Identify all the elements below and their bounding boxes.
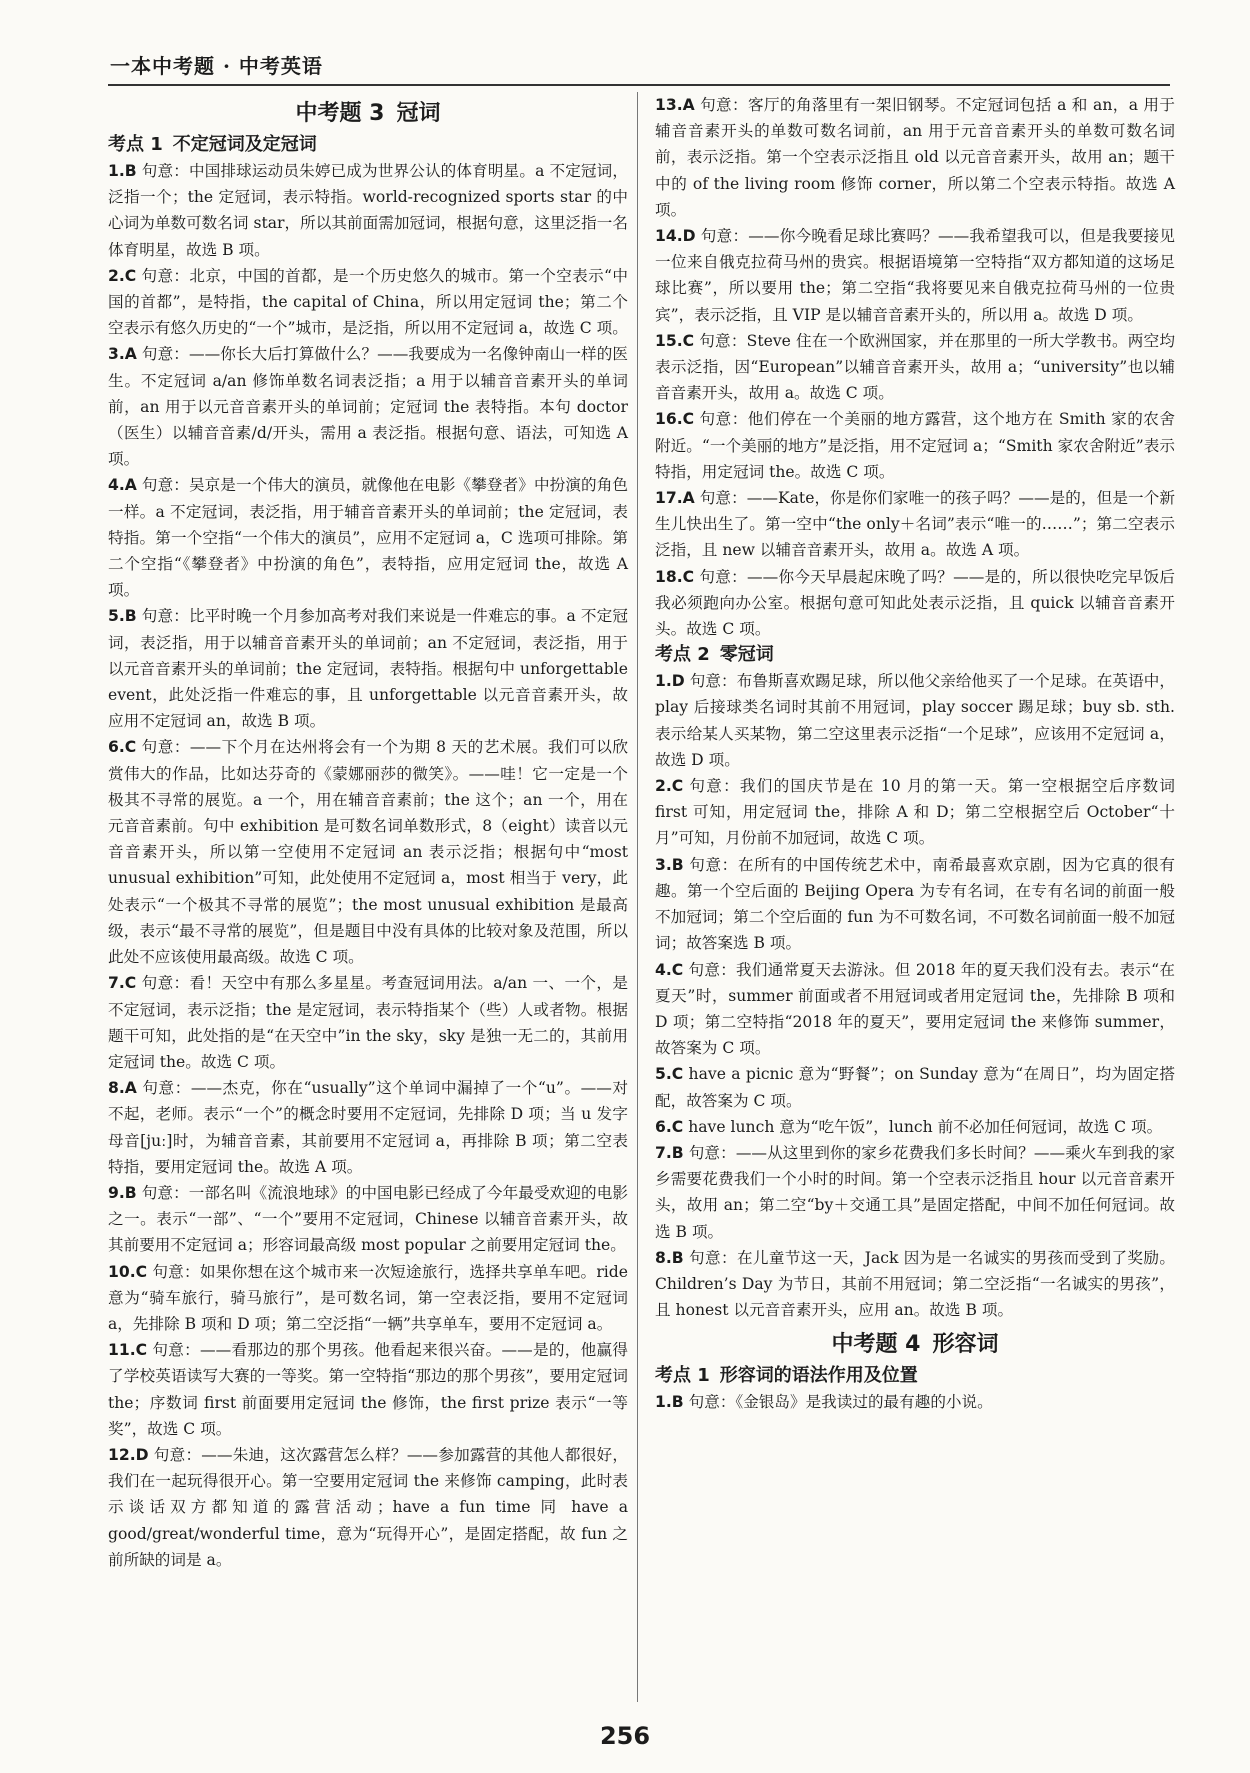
answer-item: 2.C 句意：我们的国庆节是在 10 月的第一天。第一空根据空后序数词 first 可知，用定冠词 the，排除 A 和 D；第二空根据空后 October“十月”可知，月份前不加冠词，故选 C 项。	[655, 777, 1175, 848]
point-name: 形容词的语法作用及位置	[719, 1365, 918, 1387]
point-label: 考点 1	[655, 1365, 710, 1387]
section-number: 中考题 4	[831, 1332, 921, 1358]
answer-item: 13.A 句意：客厅的角落里有一架旧钢琴。不定冠词包括 a 和 an，a 用于辅音音素开头的单数可数名词前，an 用于元音音素开头的单数可数名词前，表示泛指。第一个空表示泛指且 old 以元音音素开头，故用 an；题干中的 of the living room 修饰 corner，所以第二个空表示特指。故选 A 项。	[655, 96, 1175, 219]
answer-item: 8.B 句意：在儿童节这一天，Jack 因为是一名诚实的男孩而受到了奖励。Children’s Day 为节日，其前不用冠词；第二空泛指“一名诚实的男孩”，且 honest 以元音音素开头，应用 an。故选 B 项。	[655, 1248, 1175, 1320]
page-number: 256	[599, 1722, 651, 1750]
answer-item: 15.C 句意：Steve 住在一个欧洲国家，并在那里的一所大学教书。两空均表示泛指，因“European”以辅音音素开头，故用 a；“university”也以辅音音素开头，故用 a。故选 C 项。	[655, 331, 1175, 403]
answer-item: 4.C 句意：我们通常夏天去游泳。但 2018 年的夏天我们没有去。表示“在夏天”时，summer 前面或者不用冠词或者用定冠词 the，先排除 B 项和 D 项；第二空特指“2018 年的夏天”，要用定冠词 the 来修饰 summer，故答案为 C 项。	[655, 960, 1175, 1058]
running-head: 一本中考题 · 中考英语	[110, 54, 323, 78]
answer-item: 3.B 句意：在所有的中国传统艺术中，南希最喜欢京剧，因为它真的很有趣。第一个空后面的 Beijing Opera 为专有名词，在专有名词的前面一般不加冠词；第二个空后面的 fun 为不可数名词，不可数名词前面一般不加冠词；故答案选 B 项。	[655, 855, 1175, 953]
section-title-adjectives	[655, 1329, 1175, 1361]
answer-item: 17.A 句意：——Kate，你是你们家唯一的孩子吗？——是的，但是一个新生儿快出生了。第一空中“the only＋名词”表示“唯一的……”；第二空表示泛指，且 new 以辅音音素开头，故用 a。故选 A 项。	[655, 489, 1175, 560]
answer-item: 7.C 句意：看！天空中有那么多星星。考查冠词用法。a/an 一、一个，是不定冠词，表示泛指；the 是定冠词，表示特指某个（些）人或者物。根据题干可知，此处指的是“在天空中”in the sky，sky 是独一无二的，其前用定冠词 the。故选 C 项。	[108, 974, 628, 1071]
section-name: 形容词	[932, 1332, 999, 1358]
point-title	[108, 132, 628, 158]
answer-item: 6.C 句意：——下个月在达州将会有一个为期 8 天的艺术展。我们可以欣赏伟大的作品，比如达芬奇的《蒙娜丽莎的微笑》。——哇！它一定是一个极其不寻常的展览。a 一个，用在辅音音素前；the 这个；an 一个，用在元音音素前。句中 exhibition 是可数名词单数形式，8（eight）读音以元音音素开头，所以第一空使用不定冠词 an 表示泛指；根据句中“most unusual exhibition”可知，此处使用不定冠词 a，most 相当于 very，此处表示“一个极其不寻常的展览”；the most unusual exhibition 是最高级，表示“最不寻常的展览”，但是题目中没有具体的比较对象及范围，所以此处不应该使用最高级。故选 C 项。	[108, 738, 628, 967]
left-column	[108, 92, 628, 1573]
answer-item: 1.B 句意：《金银岛》是我读过的最有趣的小说。	[655, 1393, 993, 1412]
point-label: 考点 2	[655, 644, 710, 666]
point-name: 不定冠词及定冠词	[172, 134, 317, 155]
answer-item: 18.C 句意：——你今天早晨起床晚了吗？——是的，所以很快吃完早饭后我必须跑向办公室。根据句意可知此处表示泛指，且 quick 以辅音音素开头。故选 C 项。	[655, 567, 1175, 639]
point-name: 零冠词	[719, 644, 774, 666]
answer-item: 6.C have lunch 意为“吃午饭”，lunch 前不必加任何冠词，故选 C 项。	[655, 1117, 1163, 1136]
point-title	[655, 1363, 1175, 1389]
column-divider	[637, 92, 638, 1702]
answer-item: 11.C 句意：——看那边的那个男孩。他看起来很兴奋。——是的，他赢得了学校英语读写大赛的一等奖。第一空特指“那边的那个男孩”，要用定冠词 the；序数词 first 前面要用定冠词 the 修饰，the first prize 表示“一等奖”，故选 C 项。	[108, 1341, 628, 1438]
header-rule	[108, 84, 1170, 86]
answer-item: 10.C 句意：如果你想在这个城市来一次短途旅行，选择共享单车吧。ride 意为“骑车旅行，骑马旅行”，是可数名词，第一空表泛指，要用不定冠词 a，先排除 B 项和 D 项；第二空泛指“一辆”共享单车，要用不定冠词 a。	[108, 1262, 628, 1333]
section-number: 中考题 3	[295, 101, 385, 126]
answer-item: 16.C 句意：他们停在一个美丽的地方露营，这个地方在 Smith 家的农舍附近。“一个美丽的地方”是泛指，用不定冠词 a；“Smith 家农舍附近”表示特指，用定冠词 the。故选 C 项。	[655, 410, 1175, 481]
answer-item: 3.A 句意：——你长大后打算做什么？——我要成为一名像钟南山一样的医生。不定冠词 a/an 修饰单数名词表泛指；a 用于以辅音音素开头的单词前，an 用于以元音音素开头的单词前；定冠词 the 表特指。本句 doctor（医生）以辅音音素/d/开头，需用 a 表泛指。根据句意、语法，可知选 A 项。	[108, 345, 628, 469]
answer-item: 5.C have a picnic 意为“野餐”；on Sunday 意为“在周日”，均为固定搭配，故答案为 C 项。	[655, 1065, 1175, 1110]
section-name: 冠词	[396, 101, 441, 126]
section-title-articles	[108, 98, 628, 130]
point-label: 考点 1	[108, 134, 163, 155]
answer-item: 12.D 句意：——朱迪，这次露营怎么样？——参加露营的其他人都很好，我们在一起玩得很开心。第一空要用定冠词 the 来修饰 camping，此时表示谈话双方都知道的露营活动；have a fun time 同 have a good/great/wonderful time，意为“玩得开心”，是固定搭配，故 fun 之前所缺的词是 a。	[108, 1445, 628, 1569]
answer-item: 4.A 句意：吴京是一个伟大的演员，就像他在电影《攀登者》中扮演的角色一样。a 不定冠词，表泛指，用于辅音音素开头的单词前；the 定冠词，表特指。第一个空指“一个伟大的演员”，应用不定冠词 a，C 选项可排除。第二个空指“《攀登者》中扮演的角色”，表特指，应用定冠词 the，故选 A 项。	[108, 476, 628, 600]
answer-item: 2.C 句意：北京，中国的首都，是一个历史悠久的城市。第一个空表示“中国的首都”，是特指，the capital of China，所以用定冠词 the；第二个空表示有悠久历史的“一个”城市，是泛指，所以用不定冠词 a，故选 C 项。	[108, 266, 628, 338]
answer-item: 14.D 句意：——你今晚看足球比赛吗？——我希望我可以，但是我要接见一位来自俄克拉荷马州的贵宾。根据语境第一空特指“双方都知道的这场足球比赛”，所以要用 the；第二空指“我将要见来自俄克拉荷马州的一位贵宾”，表示泛指，且 VIP 是以辅音音素开头的，所以用 a。故选 D 项。	[655, 227, 1175, 324]
answer-item: 1.B 句意：中国排球运动员朱婷已成为世界公认的体育明星。a 不定冠词，泛指一个；the 定冠词，表示特指。world-recognized sports star 的中心词为单数可数名词 star，所以其前面需加冠词，根据句意，这里泛指一名体育明星，故选 B 项。	[108, 162, 628, 259]
answer-item: 5.B 句意：比平时晚一个月参加高考对我们来说是一件难忘的事。a 不定冠词，表泛指，用于以辅音音素开头的单词前；an 不定冠词，表泛指，用于以元音音素开头的单词前；the 定冠词，表特指。根据句中 unforgettable event，此处泛指一件难忘的事，且 unforgettable 以元音音素开头，故应用不定冠词 an，故选 B 项。	[108, 607, 628, 731]
answer-item: 1.D 句意：布鲁斯喜欢踢足球，所以他父亲给他买了一个足球。在英语中，play 后接球类名词时其前不用冠词，play soccer 踢足球；buy sb. sth. 表示给某人买某物，第二空这里表示泛指“一个足球”，应该用不定冠词 a，故选 D 项。	[655, 672, 1175, 769]
point-title	[655, 642, 1175, 668]
answer-item: 9.B 句意：一部名叫《流浪地球》的中国电影已经成了今年最受欢迎的电影之一。表示“一部”、“一个”要用不定冠词，Chinese 以辅音音素开头，故其前要用不定冠词 a；形容词最高级 most popular 之前要用定冠词 the。	[108, 1183, 628, 1255]
right-column	[655, 92, 1175, 1416]
answer-item: 8.A 句意：——杰克，你在“usually”这个单词中漏掉了一个“u”。——对不起，老师。表示“一个”的概念时要用不定冠词，先排除 D 项；当 u 发字母音[juː]时，为辅音音素，其前要用不定冠词 a，再排除 B 项；第二空表特指，要用定冠词 the。故选 A 项。	[108, 1079, 628, 1176]
answer-item: 7.B 句意：——从这里到你的家乡花费我们多长时间？——乘火车到我的家乡需要花费我们一个小时的时间。第一个空表示泛指且 hour 以元音音素开头，故用 an；第二空“by＋交通工具”是固定搭配，中间不加任何冠词。故选 B 项。	[655, 1143, 1175, 1241]
